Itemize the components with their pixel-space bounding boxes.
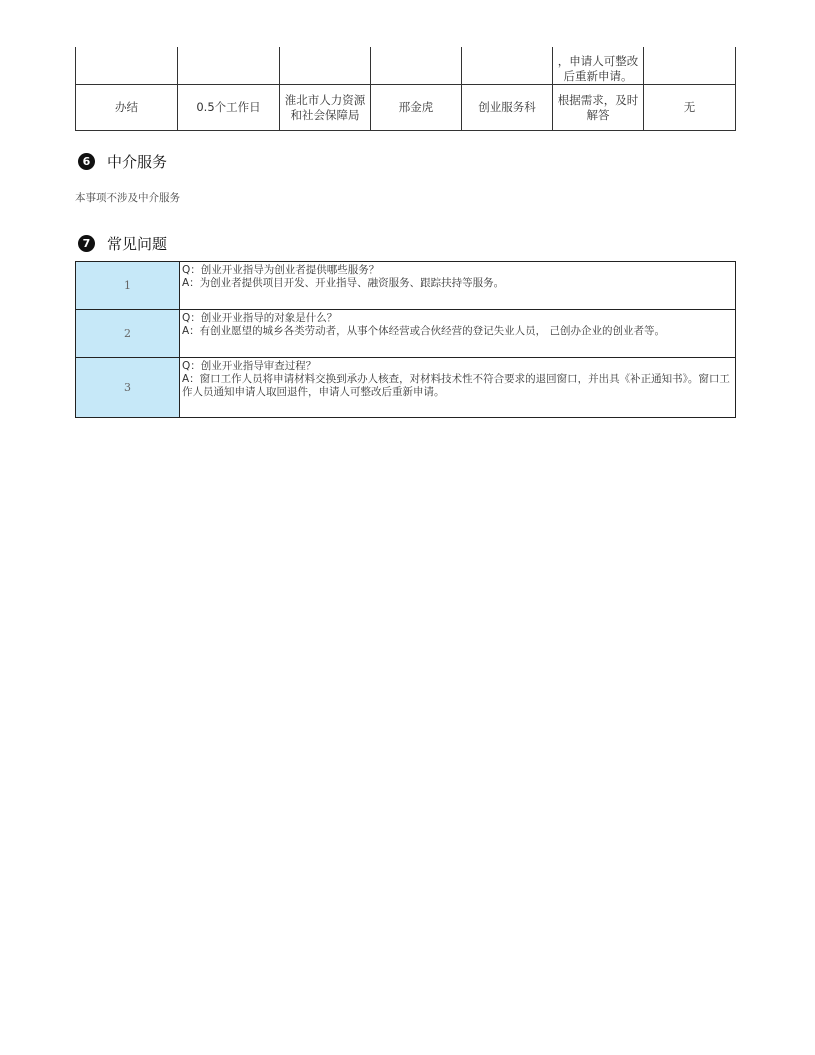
faq-qa xyxy=(180,310,736,358)
faq-answer: A：有创业愿望的城乡各类劳动者，从事个体经营或合伙经营的登记失业人员， 己创办企业的创业者等。 xyxy=(182,325,666,337)
section-7-heading xyxy=(78,233,167,254)
faq-qa xyxy=(180,358,736,418)
process-person: 邢金虎 xyxy=(371,85,462,131)
faq-index: 2 xyxy=(76,310,180,358)
process-result: 无 xyxy=(644,85,736,131)
section-7-title: 常见问题 xyxy=(107,235,168,253)
faq-index: 1 xyxy=(76,262,180,310)
faq-table xyxy=(75,261,736,418)
process-time-limit: 0.5个工作日 xyxy=(178,85,280,131)
process-stage: 办结 xyxy=(76,85,178,131)
section-number-badge: 7 xyxy=(78,235,95,252)
faq-row xyxy=(76,262,736,310)
section-6-title: 中介服务 xyxy=(107,153,168,171)
faq-answer: A：为创业者提供项目开发、开业指导、融资服务、跟踪扶持等服务。 xyxy=(182,277,505,289)
faq-question: Q：创业开业指导的对象是什么？ xyxy=(182,312,338,324)
process-table-row-continued xyxy=(76,47,736,85)
process-office: 创业服务科 xyxy=(462,85,553,131)
process-table-row xyxy=(76,85,736,131)
faq-row xyxy=(76,310,736,358)
process-department: 淮北市人力资源和社会保障局 xyxy=(280,85,371,131)
process-standard-fragment: ，申请人可整改后重新申请。 xyxy=(553,47,644,85)
section-number-badge: 6 xyxy=(78,153,95,170)
faq-question: Q：创业开业指导审查过程？ xyxy=(182,360,317,372)
faq-answer: A：窗口工作人员将申请材料交换到承办人核查，对材料技术性不符合要求的退回窗口，并出具《补正通知书》。窗口工作人员通知申请人取回退件，申请人可整改后重新申请。 xyxy=(182,373,730,398)
faq-qa xyxy=(180,262,736,310)
section-6-text: 本事项不涉及中介服务 xyxy=(75,192,180,204)
faq-question: Q：创业开业指导为创业者提供哪些服务？ xyxy=(182,264,380,276)
section-6-heading xyxy=(78,151,167,172)
process-standard: 根据需求，及时解答 xyxy=(553,85,644,131)
process-table xyxy=(75,47,736,131)
faq-row xyxy=(76,358,736,418)
faq-index: 3 xyxy=(76,358,180,418)
